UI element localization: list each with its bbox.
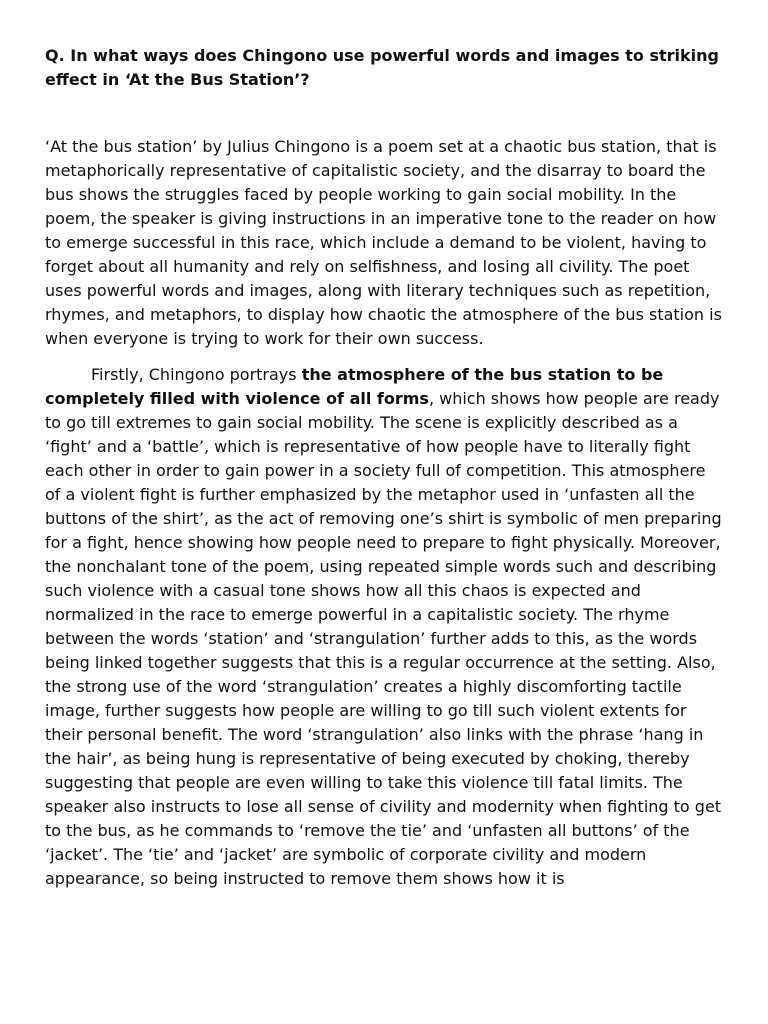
intro-paragraph: ‘At the bus station’ by Julius Chingono is a poem set at a chaotic bus station, that is metaphorically representative of capitalistic society, and the disarray to board the bus shows the struggles faced by people working to gain social mobility. In the poem, the speaker is giving instructions in an imperative tone to the reader on how to emerge successful in this race, which include a demand to be violent, having to forget about all humanity and rely on selfishness, and losing all civility. The poet uses powerful words and images, along with literary techniques such as repetition, rhymes, and metaphors, to display how chaotic the atmosphere of the bus station is when everyone is trying to work for their own success. — [45, 137, 722, 348]
body-paragraph — [45, 363, 725, 891]
document-page — [45, 44, 725, 891]
paragraph-bold-claim: the atmosphere of the bus station to be completely filled with violence of all forms — [45, 365, 664, 408]
question-heading: Q. In what ways does Chingono use powerful words and images to striking effect in ‘At the Bus Station’? — [45, 46, 719, 89]
paragraph-lead-text: Firstly, Chingono portrays — [91, 365, 302, 384]
paragraph-body-text: , which shows how people are ready to go till extremes to gain social mobility. The scene is explicitly described as a ‘fight’ and a ‘battle’, which is representative of how people have to literally fight each other in order to gain power in a society full of competition. This atmosphere of a violent fight is further emphasized by the metaphor used in ‘unfasten all the buttons of the shirt’, as the act of removing one’s shirt is symbolic of men preparing for a fight, hence showing how people need to prepare to fight physically. Moreover, the nonchalant tone of the poem, using repeated simple words such and describing such violence with a casual tone shows how all this chaos is expected and normalized in the race to emerge powerful in a capitalistic society. The rhyme between the words ‘station’ and ‘strangulation’ further adds to this, as the words being linked together suggests that this is a regular occurrence at the setting. Also, the strong use of the word ‘strangulation’ creates a highly discomforting tactile image, further suggests how people are willing to go till such violent extents for their personal benefit. The word ‘strangulation’ also links with the phrase ‘hang in the hair’, as being hung is representative of being executed by choking, thereby suggesting that people are even willing to take this violence till fatal limits. The speaker also instructs to lose all sense of civility and modernity when fighting to get to the bus, as he commands to ‘remove the tie’ and ‘unfasten all buttons’ of the ‘jacket’. The ‘tie’ and ‘jacket’ are symbolic of corporate civility and modern appearance, so being instructed to remove them shows how it is — [45, 389, 722, 888]
